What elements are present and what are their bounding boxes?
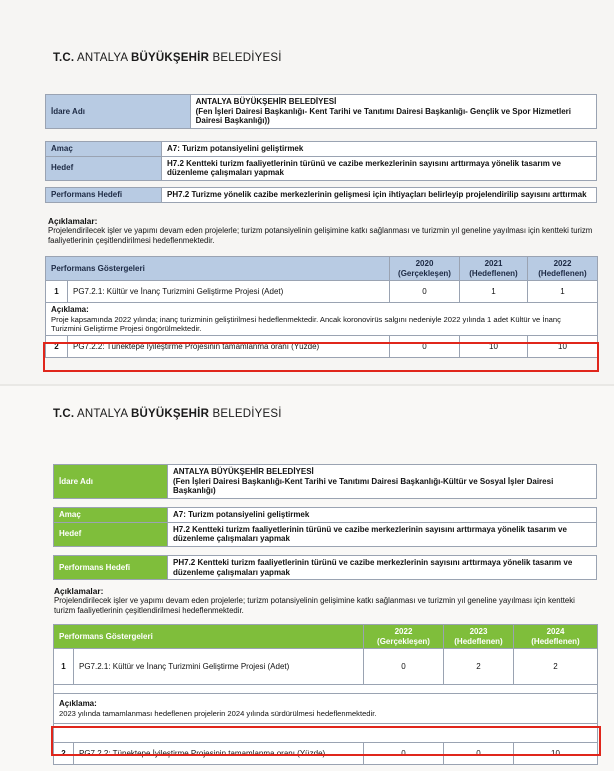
year-col-1: 2022 (Gerçekleşen) — [364, 625, 444, 649]
value-cell: 0 — [364, 649, 444, 685]
indicators-header: Performans Göstergeleri — [54, 625, 364, 649]
idare-value: ANTALYA BÜYÜKŞEHİR BELEDİYESİ (Fen İşleri Dairesi Başkanlığı- Kent Tarihi ve Tanıtımı Dairesi Başkanlığı- Gençlik ve Spor Hizmetleri Dairesi Başkanlığı)) — [190, 95, 596, 129]
aciklamalar-title: Açıklamalar: — [48, 216, 98, 226]
indicators-header: Performans Göstergeleri — [46, 257, 390, 281]
perf-hedef-value: PH7.2 Kentteki turizm faaliyetlerinin türünü ve cazibe merkezlerinin sayısını arttırmaya yönelik tasarım ve düzenleme çalışmaları yapmak — [168, 556, 597, 580]
aciklamalar-block — [54, 586, 596, 616]
hedef-value: H7.2 Kentteki turizm faaliyetlerinin türünü ve cazibe merkezlerinin sayısını arttırmaya yönelik tasarım ve düzenleme çalışmaları yapmak — [162, 156, 597, 180]
indicator-name: PG7.2.1: Kültür ve İnanç Turizmini Geliştirme Projesi (Adet) — [74, 649, 364, 685]
amac-label: Amaç — [46, 142, 162, 157]
idare-label: İdare Adı — [46, 95, 191, 129]
idare-label: İdare Adı — [54, 465, 168, 499]
aciklamalar-text: Projelendirilecek işler ve yapımı devam eden projelerle; turizm potansiyelinin gelişimine katkı sağlanması ve turizmin yıl geneline yayılması için kentteki turizm faaliyetlerinin çeşitlendirilmesi hedeflenmektedir. — [48, 226, 593, 246]
row-number: 1 — [46, 281, 68, 303]
table-row — [54, 649, 598, 685]
goal-table-2 — [53, 507, 597, 547]
value-cell: 0 — [390, 336, 460, 358]
indicator-name: PG7.2.2: Tünektepe İyileştirme Projesinin tamamlanma oranı (Yüzde) — [74, 743, 364, 765]
amac-label: Amaç — [54, 508, 168, 523]
performance-table-2 — [53, 464, 597, 499]
value-cell: 10 — [528, 336, 598, 358]
year-col-1: 2020 (Gerçekleşen) — [390, 257, 460, 281]
hedef-label: Hedef — [46, 156, 162, 180]
value-cell: 0 — [444, 743, 514, 765]
indicators-table-2 — [53, 624, 598, 765]
value-cell: 0 — [390, 281, 460, 303]
year-col-3: 2024 (Hedeflenen) — [514, 625, 598, 649]
indicators-table-1 — [45, 256, 598, 358]
value-cell: 0 — [364, 743, 444, 765]
page-header: T.C. ANTALYA BÜYÜKŞEHİR BELEDİYESİ — [53, 52, 282, 64]
row-number: 2 — [54, 743, 74, 765]
value-cell: 2 — [514, 649, 598, 685]
idare-value: ANTALYA BÜYÜKŞEHİR BELEDİYESİ (Fen İşleri Dairesi Başkanlığı-Kent Tarihi ve Tanıtımı Dairesi Başkanlığı-Kültür ve Sosyal İşler Dairesi Başkanlığı) — [168, 465, 597, 499]
perf-goal-table-1 — [45, 187, 597, 203]
document-2023 — [0, 386, 614, 771]
table-row — [46, 281, 598, 303]
perf-hedef-label: Performans Hedefi — [54, 556, 168, 580]
amac-value: A7: Turizm potansiyelini geliştirmek — [168, 508, 597, 523]
year-col-2: 2021 (Hedeflenen) — [460, 257, 528, 281]
aciklamalar-title: Açıklamalar: — [54, 586, 104, 596]
idare-row — [46, 95, 597, 129]
aciklamalar-text: Projelendirilecek işler ve yapımı devam eden projelerle; turizm potansiyelinin gelişimine katkı sağlanması ve turizmin yıl geneline yayılması için kentteki turizm faaliyetlerinin çeşitlendirilmesi hedeflenmektedir. — [54, 596, 575, 616]
perf-hedef-value: PH7.2 Turizme yönelik cazibe merkezlerinin gelişmesi için ihtiyaçları belirleyip projelendirilip sayısını arttırmak — [162, 188, 597, 203]
aciklama-note: Açıklama: 2023 yılında tamamlanması hedeflenen projelerin 2024 yılında sürdürülmesi hedeflenmektedir. — [54, 694, 598, 724]
value-cell: 10 — [514, 743, 598, 765]
table-row — [46, 336, 598, 358]
value-cell: 1 — [528, 281, 598, 303]
hedef-label: Hedef — [54, 522, 168, 546]
table-row — [54, 743, 598, 765]
perf-hedef-label: Performans Hedefi — [46, 188, 162, 203]
value-cell: 10 — [460, 336, 528, 358]
aciklama-note: Açıklama: Proje kapsamında 2022 yılında; inanç turizminin geliştirilmesi hedeflenmektedir. Ancak koronovirüs salgını nedeniyle 2022 yılında 1 adet Kültür ve İnanç Turizmini Geliştirme Projesi öngörülmektedir. — [46, 303, 598, 336]
indicator-name: PG7.2.1: Kültür ve İnanç Turizmini Geliştirme Projesi (Adet) — [68, 281, 390, 303]
perf-goal-table-2 — [53, 555, 597, 580]
row-number: 1 — [54, 649, 74, 685]
aciklamalar-block — [48, 216, 596, 246]
amac-value: A7: Turizm potansiyelini geliştirmek — [162, 142, 597, 157]
year-col-2: 2023 (Hedeflenen) — [444, 625, 514, 649]
value-cell: 2 — [444, 649, 514, 685]
page-header: T.C. ANTALYA BÜYÜKŞEHİR BELEDİYESİ — [53, 408, 282, 420]
performance-table-1 — [45, 94, 597, 129]
value-cell: 1 — [460, 281, 528, 303]
row-number: 2 — [46, 336, 68, 358]
indicator-name: PG7.2.2: Tünektepe İyileştirme Projesinin tamamlanma oranı (Yüzde) — [68, 336, 390, 358]
goal-table-1 — [45, 141, 597, 181]
year-col-3: 2022 (Hedeflenen) — [528, 257, 598, 281]
hedef-value: H7.2 Kentteki turizm faaliyetlerinin türünü ve cazibe merkezlerinin sayısını arttırmaya yönelik tasarım ve düzenleme çalışmaları yapmak — [168, 522, 597, 546]
